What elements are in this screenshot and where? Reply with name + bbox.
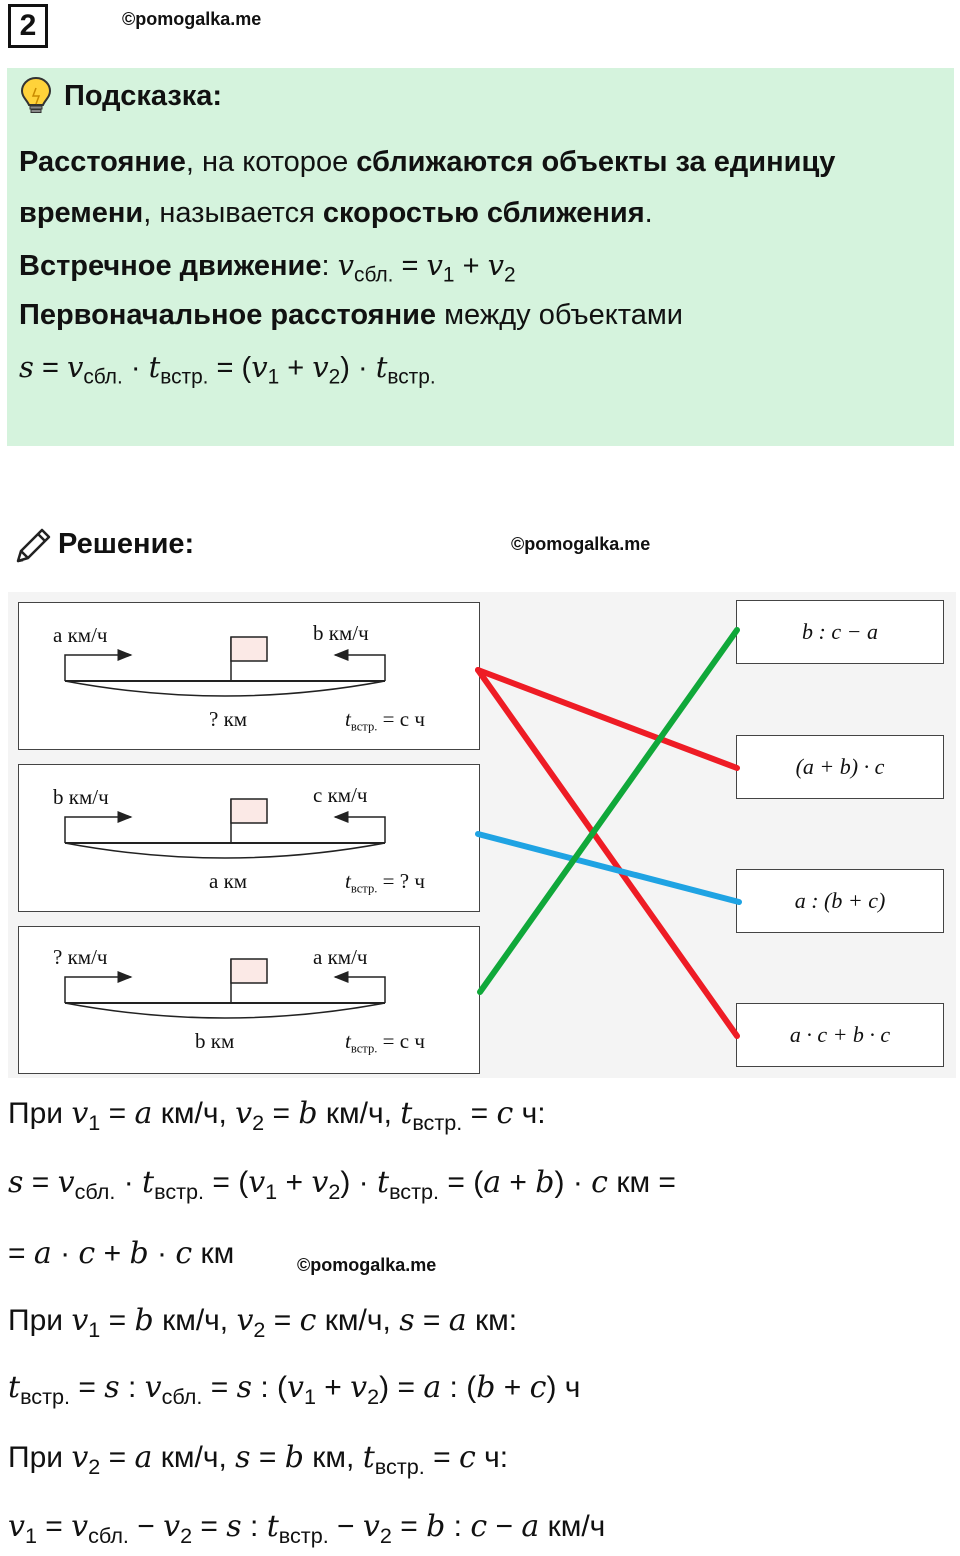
right-speed-2: c км/ч	[313, 783, 368, 807]
solution-line-2: $s = v_{сбл.} \cdot t_{встр.} = (v_1 + v_2) \cdot t_{встр.} = (a + b) \cdot c$ км =	[8, 1165, 676, 1204]
left-speed-3: ? км/ч	[53, 945, 108, 969]
solution-line-1: При $v_1 = a$ км/ч, $v_2 = b$ км/ч, $t_{встр.} = c$ ч:	[8, 1096, 546, 1135]
answer-box-4: a · c + b · c	[736, 1003, 944, 1067]
distance-2: a км	[209, 869, 248, 893]
hint-line-1: Расстояние, на которое сближаются объекты за единицу	[19, 146, 836, 178]
time-1: $t_{встр.} = c$ ч	[345, 707, 425, 734]
hint-line-2: времени, называется скоростью сближения.	[19, 197, 653, 229]
watermark-3: ©pomogalka.me	[297, 1255, 437, 1275]
red-line-2	[478, 670, 737, 1036]
right-speed-1: b км/ч	[313, 621, 369, 645]
lightbulb-icon	[20, 76, 52, 116]
solution-line-5: $t_{встр.} = s$ : $v_{сбл.} = s$ : $(v_1 + v_2) = a$ : (b + c) ч	[8, 1370, 581, 1409]
watermark: ©pomogalka.me	[122, 9, 262, 29]
left-speed-2: b км/ч	[53, 785, 109, 809]
left-speed-1: a км/ч	[53, 623, 108, 647]
hint-line-4: Первоначальное расстояние между объектами	[19, 299, 683, 331]
solution-line-7: $v_1 = v_{сбл.} - v_2 = s$ : $t_{встр.} - v_2 = b$ : c − a км/ч	[8, 1509, 606, 1548]
right-speed-3: a км/ч	[313, 945, 368, 969]
distance-3: b км	[195, 1029, 235, 1053]
solution-line-3: = a · c + b · c км	[8, 1236, 235, 1271]
hint-formula: $s = v_{сбл.} \cdot t_{встр.} = (v_1 + v_2) \cdot t_{встр.}$	[19, 350, 436, 389]
time-3: $t_{встр.} = c$ ч	[345, 1029, 425, 1056]
distance-1: ? км	[209, 707, 248, 731]
answer-box-3: a : (b + c)	[736, 869, 944, 933]
answer-box-2: (a + b) · c	[736, 735, 944, 799]
answer-box-1: b : c − a	[736, 600, 944, 664]
matching-diagram	[8, 592, 956, 1078]
hint-line-3: Встречное движение: $v_{сбл.} = v_1 + v_2$	[19, 248, 516, 287]
pencil-icon	[12, 525, 54, 567]
watermark-2: ©pomogalka.me	[511, 534, 651, 554]
hint-title: Подсказка:	[64, 80, 223, 112]
task-number: 2	[8, 4, 48, 48]
blue-line	[478, 834, 739, 902]
matching-lines	[8, 592, 956, 1078]
time-2: $t_{встр.}$ = ? ч	[345, 869, 425, 896]
solution-line-6: При $v_2 = a$ км/ч, s = b км, $t_{встр.} = c$ ч:	[8, 1440, 509, 1479]
solution-line-4: При $v_1 = b$ км/ч, $v_2 = c$ км/ч, s = a км:	[8, 1303, 518, 1342]
solution-title: Решение:	[58, 528, 195, 560]
